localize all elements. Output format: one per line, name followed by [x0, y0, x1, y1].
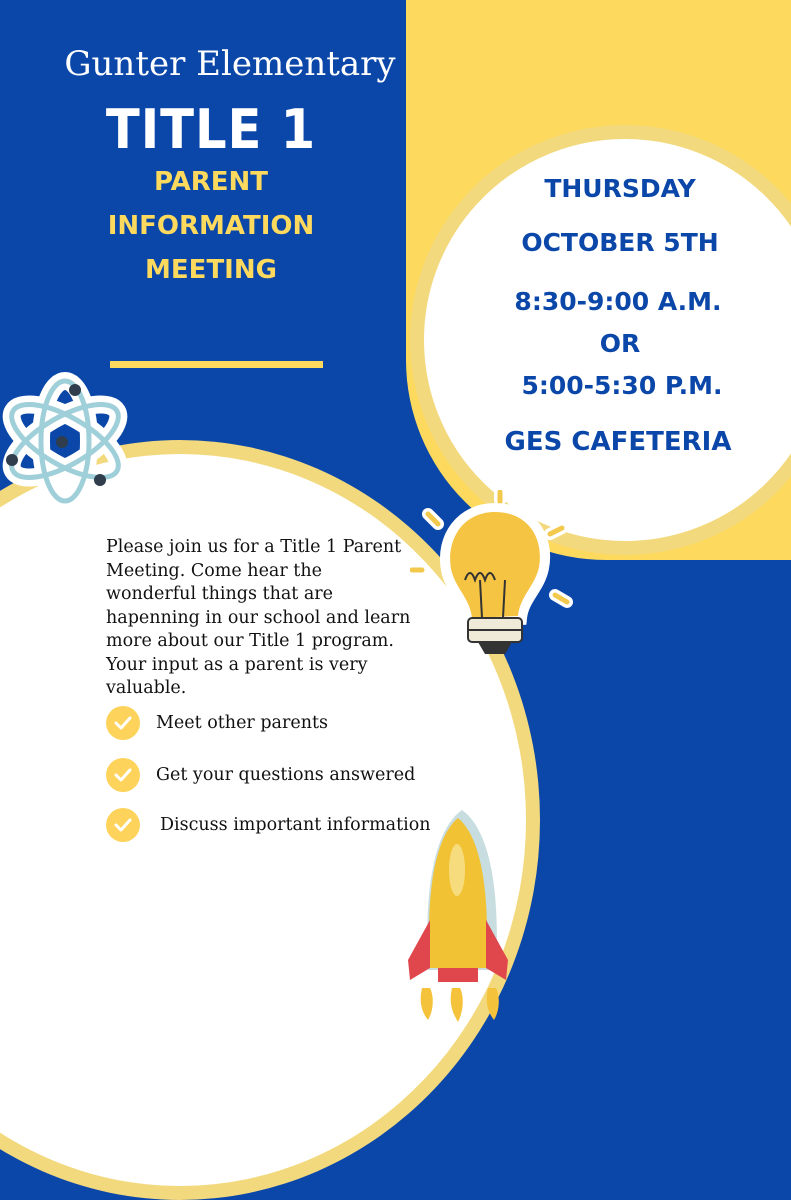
subtitle: [0, 160, 422, 292]
list-item: [106, 758, 415, 792]
list-item: [106, 706, 328, 740]
lightbulb-icon: [410, 490, 580, 670]
description: Please join us for a Title 1 Parent Meeting. Come hear the wonderful things that are hapenning in our school and learn more about our Title 1 program. Your input as a parent is very valuable.: [106, 537, 411, 698]
subtitle-line-2: INFORMATION: [107, 211, 315, 241]
event-location: GES CAFETERIA: [504, 427, 732, 457]
divider: [110, 361, 323, 368]
list-item: [106, 808, 431, 842]
page-title: TITLE 1: [105, 98, 317, 161]
event-date: OCTOBER 5TH: [521, 228, 719, 257]
event-day: THURSDAY: [544, 174, 696, 203]
list-item-label: Get your questions answered: [156, 765, 416, 785]
list-item-label: Discuss important information: [160, 815, 431, 835]
list-item-label: Meet other parents: [156, 713, 328, 733]
check-icon: [106, 808, 140, 842]
school-name: Gunter Elementary: [64, 44, 396, 84]
subtitle-line-1: PARENT: [153, 167, 269, 197]
event-or: OR: [599, 329, 641, 358]
check-icon: [106, 706, 140, 740]
subtitle-line-3: MEETING: [145, 255, 277, 285]
event-time-1: 8:30-9:00 A.M.: [514, 287, 722, 316]
check-icon: [106, 758, 140, 792]
atom-icon: [0, 366, 140, 516]
event-time-2: 5:00-5:30 P.M.: [521, 371, 723, 400]
